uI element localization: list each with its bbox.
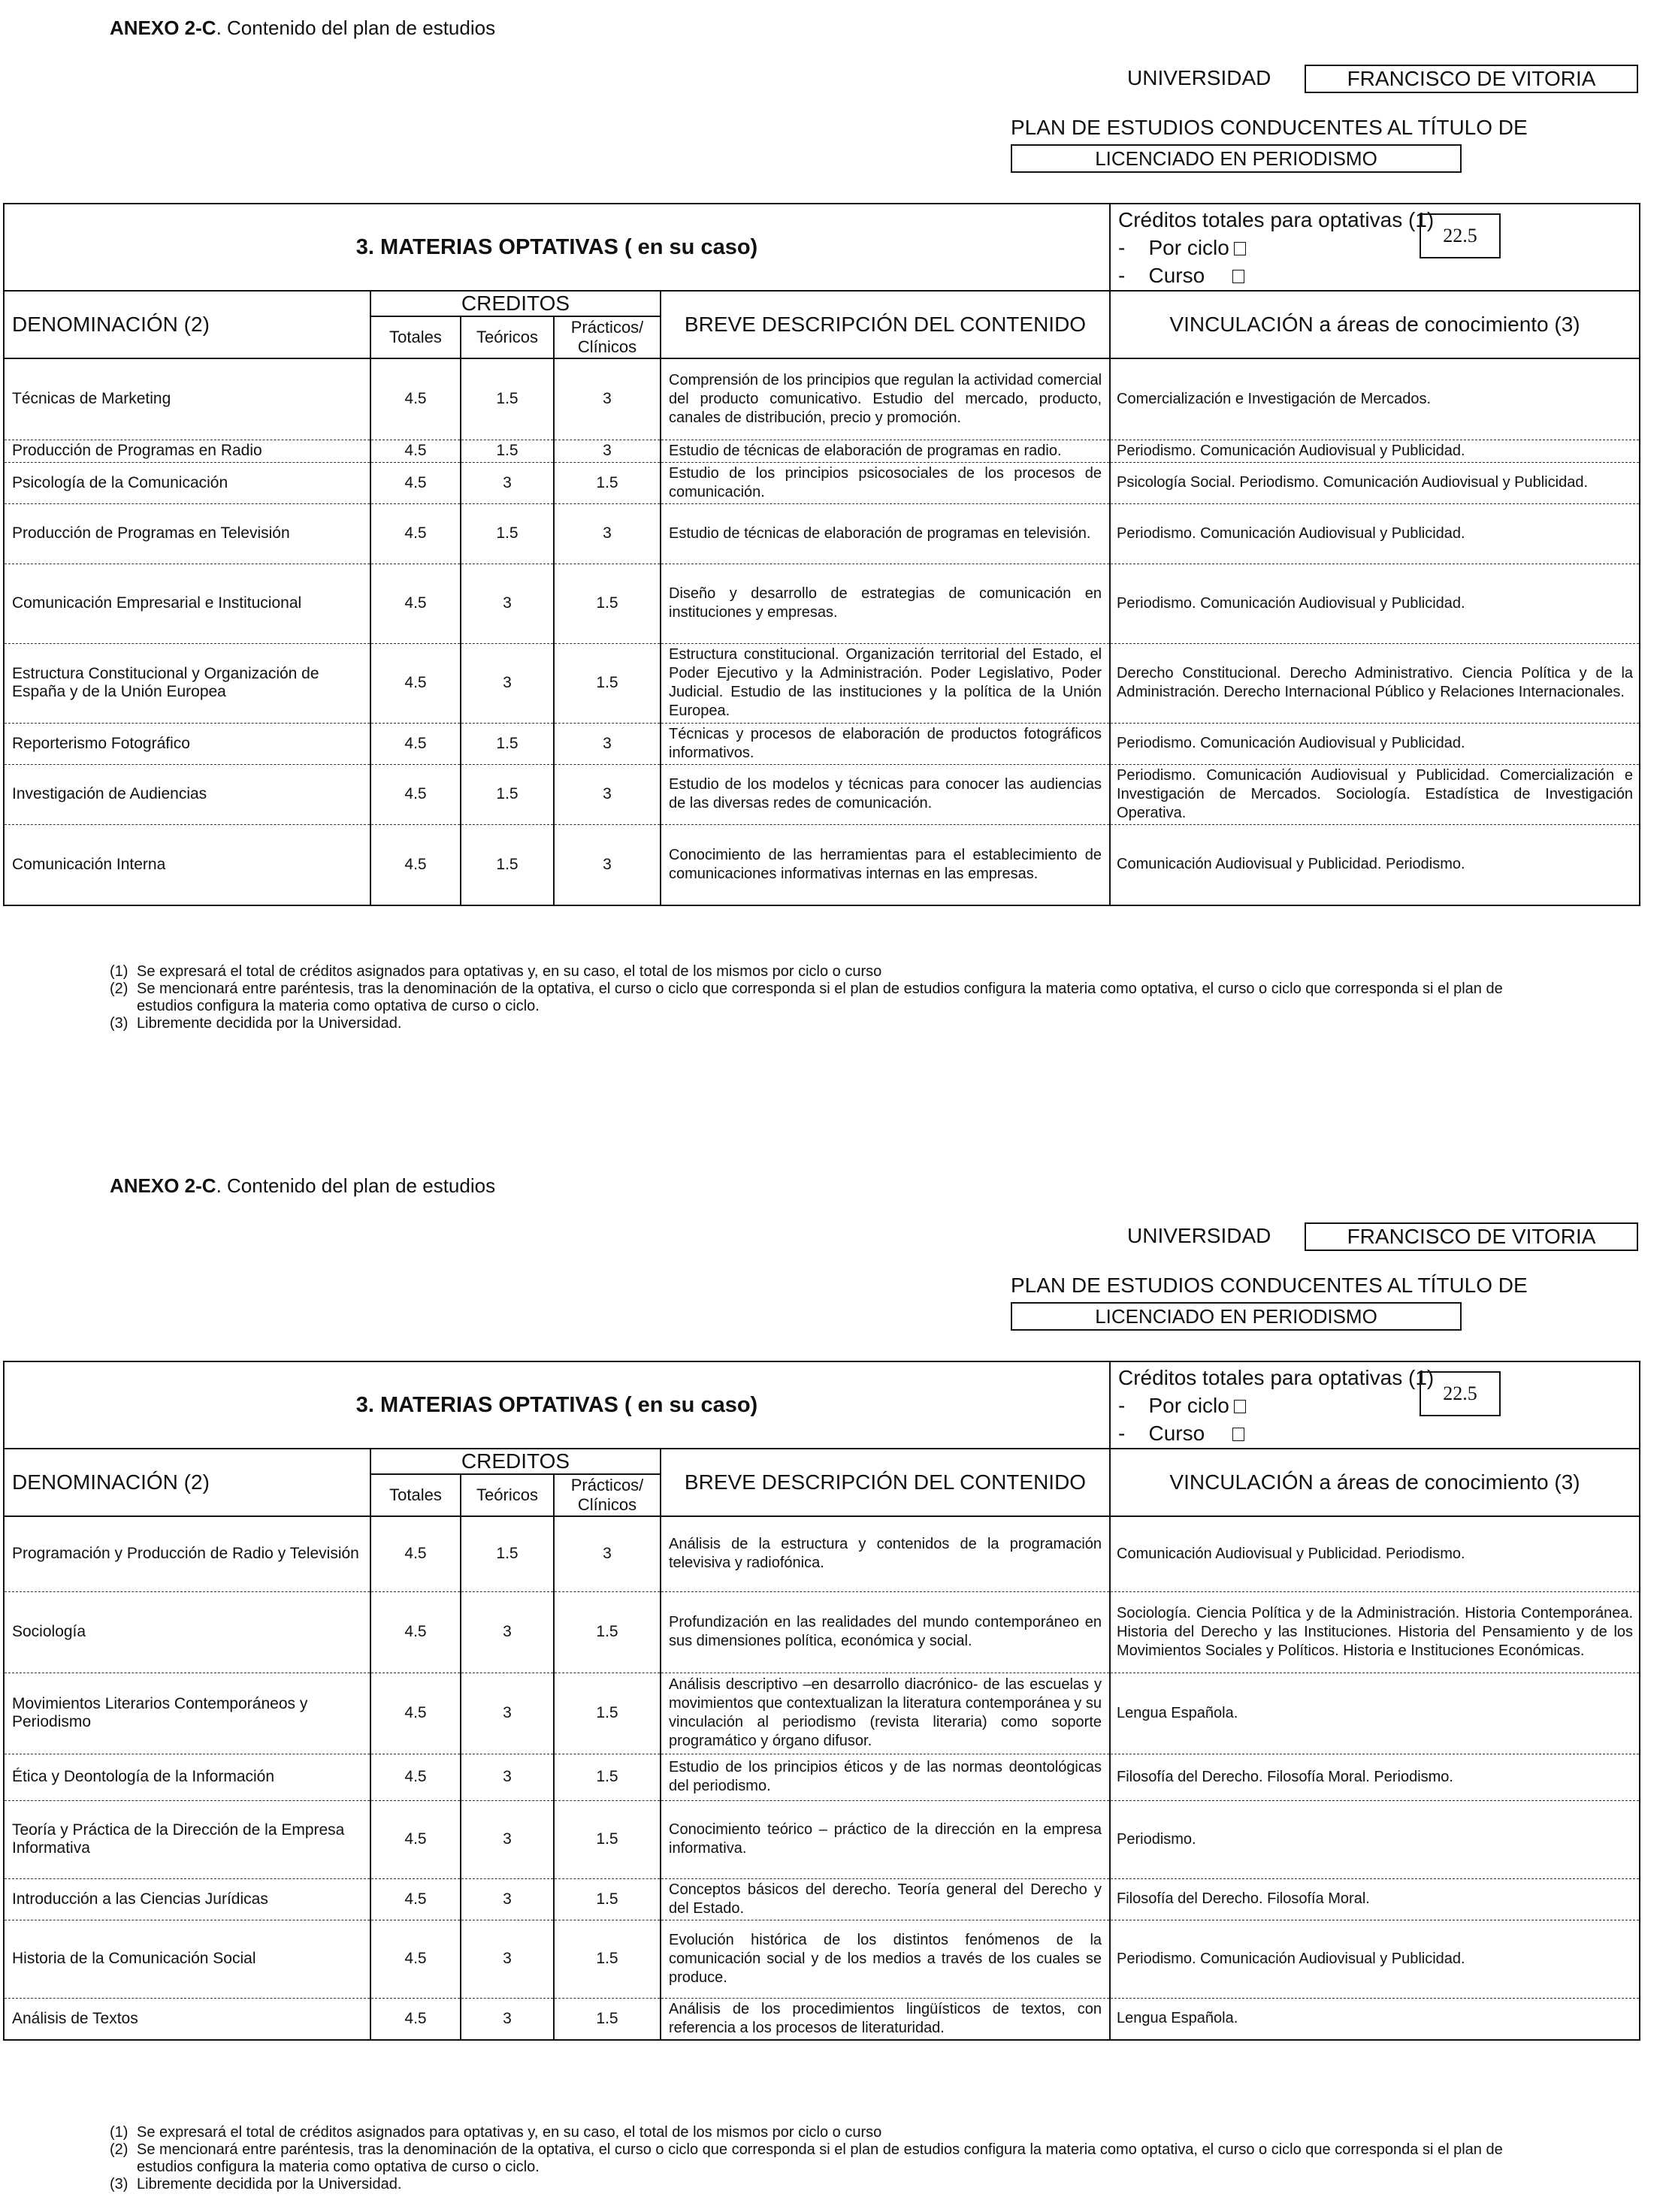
subject-vinculacion: Periodismo. Comunicación Audiovisual y Publicidad. Comercialización e Investigación de Mercados. Sociología. Estadística de Investigación Operativa.: [1110, 764, 1640, 824]
subject-name: Análisis de Textos: [4, 1998, 370, 2040]
subject-name: Comunicación Empresarial e Institucional: [4, 564, 370, 643]
subject-name: Producción de Programas en Radio: [4, 440, 370, 462]
subject-description: Estudio de técnicas de elaboración de programas en televisión.: [661, 503, 1110, 564]
universidad-label: UNIVERSIDAD: [1127, 1224, 1271, 1247]
creditos-practicos: 3: [554, 764, 661, 824]
creditos-totales: 4.5: [370, 764, 461, 824]
col-creditos: CREDITOS: [370, 291, 661, 316]
subject-vinculacion: Periodismo. Comunicación Audiovisual y Publicidad.: [1110, 723, 1640, 764]
subject-description: Análisis de los procedimientos lingüísticos de textos, con referencia a los procesos de literaturidad.: [661, 1998, 1110, 2040]
creditos-totales: 4.5: [370, 503, 461, 564]
creditos-totales-cell: Créditos totales para optativas (1) - Por ciclo - Curso 22.5: [1110, 1361, 1640, 1449]
subject-description: Conocimiento de las herramientas para el establecimiento de comunicaciones informativas internas en las empresas.: [661, 824, 1110, 905]
subject-name: Sociología: [4, 1591, 370, 1673]
creditos-totales-value: 22.5: [1420, 1371, 1501, 1416]
universidad-value-box: FRANCISCO DE VITORIA: [1305, 1222, 1638, 1251]
subject-vinculacion: Filosofía del Derecho. Filosofía Moral. Periodismo.: [1110, 1754, 1640, 1800]
subject-name: Ética y Deontología de la Información: [4, 1754, 370, 1800]
subject-description: Conocimiento teórico – práctico de la dirección en la empresa informativa.: [661, 1800, 1110, 1878]
plan-label: PLAN DE ESTUDIOS CONDUCENTES AL TÍTULO DE: [1011, 116, 1528, 139]
table-row: [4, 723, 1640, 764]
footnote-key: (3): [110, 1015, 129, 1032]
table-title: 3. MATERIAS OPTATIVAS ( en su caso): [4, 1361, 1110, 1449]
subject-name: Programación y Producción de Radio y Televisión: [4, 1516, 370, 1591]
creditos-teoricos: 3: [461, 1673, 554, 1754]
subject-vinculacion: Periodismo. Comunicación Audiovisual y Publicidad.: [1110, 1920, 1640, 1998]
creditos-totales: 4.5: [370, 1800, 461, 1878]
creditos-totales: 4.5: [370, 462, 461, 503]
curso-checkbox: [1232, 270, 1244, 283]
footnote-key: (1): [110, 2124, 129, 2141]
table-row: [4, 358, 1640, 440]
subject-description: Estudio de los principios éticos y de las normas deontológicas del periodismo.: [661, 1754, 1110, 1800]
table-row: [4, 1800, 1640, 1878]
subject-name: Historia de la Comunicación Social: [4, 1920, 370, 1998]
subject-name: Introducción a las Ciencias Jurídicas: [4, 1878, 370, 1920]
creditos-teoricos: 1.5: [461, 764, 554, 824]
table-row: [4, 1998, 1640, 2040]
subject-description: Análisis descriptivo –en desarrollo diacrónico- de las escuelas y movimientos que contextualizan la literatura contemporánea y su vinculación al periodismo (revista literaria) como soporte programático y órgano difusor.: [661, 1673, 1110, 1754]
creditos-practicos: 3: [554, 723, 661, 764]
table-row: [4, 1673, 1640, 1754]
table-row: [4, 1920, 1640, 1998]
footnote-key: (3): [110, 2176, 129, 2192]
creditos-teoricos: 3: [461, 1754, 554, 1800]
creditos-teoricos: 1.5: [461, 358, 554, 440]
creditos-totales: 4.5: [370, 1673, 461, 1754]
creditos-teoricos: 3: [461, 564, 554, 643]
subject-vinculacion: Periodismo. Comunicación Audiovisual y Publicidad.: [1110, 440, 1640, 462]
subject-vinculacion: Periodismo.: [1110, 1800, 1640, 1878]
subject-vinculacion: Psicología Social. Periodismo. Comunicación Audiovisual y Publicidad.: [1110, 462, 1640, 503]
table-row: [4, 643, 1640, 723]
subject-vinculacion: Lengua Española.: [1110, 1998, 1640, 2040]
creditos-totales: 4.5: [370, 1920, 461, 1998]
creditos-teoricos: 3: [461, 1800, 554, 1878]
subject-description: Conceptos básicos del derecho. Teoría general del Derecho y del Estado.: [661, 1878, 1110, 1920]
universidad-label: UNIVERSIDAD: [1127, 66, 1271, 89]
subject-description: Profundización en las realidades del mundo contemporáneo en sus dimensiones política, económica y social.: [661, 1591, 1110, 1673]
col-teoricos: Teóricos: [461, 316, 554, 358]
creditos-totales: 4.5: [370, 1516, 461, 1591]
subject-description: Estudio de técnicas de elaboración de programas en radio.: [661, 440, 1110, 462]
creditos-practicos: 1.5: [554, 1754, 661, 1800]
col-denominacion: DENOMINACIÓN (2): [4, 1449, 370, 1516]
table-row: [4, 440, 1640, 462]
subject-description: Comprensión de los principios que regulan la actividad comercial del producto comunicativo. Estudio del mercado, producto, canales de distribución, precio y promoción.: [661, 358, 1110, 440]
table-row: [4, 1754, 1640, 1800]
anexo-heading: ANEXO 2-C. Contenido del plan de estudios: [110, 17, 496, 39]
creditos-practicos: 1.5: [554, 1800, 661, 1878]
table-title: 3. MATERIAS OPTATIVAS ( en su caso): [4, 204, 1110, 291]
col-teoricos: Teóricos: [461, 1474, 554, 1516]
subject-description: Estudio de los principios psicosociales de los procesos de comunicación.: [661, 462, 1110, 503]
creditos-practicos: 3: [554, 503, 661, 564]
footnotes: [110, 963, 1550, 1032]
subject-vinculacion: Periodismo. Comunicación Audiovisual y Publicidad.: [1110, 564, 1640, 643]
creditos-totales: 4.5: [370, 564, 461, 643]
table-row: [4, 564, 1640, 643]
creditos-teoricos: 1.5: [461, 824, 554, 905]
subject-name: Teoría y Práctica de la Dirección de la Empresa Informativa: [4, 1800, 370, 1878]
por-ciclo-checkbox: [1234, 242, 1246, 255]
optativas-table: [3, 203, 1640, 906]
subject-description: Estudio de los modelos y técnicas para conocer las audiencias de las diversas redes de comunicación.: [661, 764, 1110, 824]
subject-name: Producción de Programas en Televisión: [4, 503, 370, 564]
creditos-totales: 4.5: [370, 824, 461, 905]
creditos-teoricos: 1.5: [461, 440, 554, 462]
table-row: [4, 1591, 1640, 1673]
subject-name: Movimientos Literarios Contemporáneos y Periodismo: [4, 1673, 370, 1754]
subject-vinculacion: Sociología. Ciencia Política y de la Administración. Historia Contemporánea. Historia del Derecho y las Instituciones. Historia del Pensamiento y de los Movimientos Sociales y Políticos. Historia e Instituciones Económicas.: [1110, 1591, 1640, 1673]
creditos-totales: 4.5: [370, 1591, 461, 1673]
col-denominacion: DENOMINACIÓN (2): [4, 291, 370, 358]
subject-name: Comunicación Interna: [4, 824, 370, 905]
creditos-practicos: 3: [554, 358, 661, 440]
table-row: [4, 462, 1640, 503]
universidad-value-box: FRANCISCO DE VITORIA: [1305, 65, 1638, 93]
subject-name: Investigación de Audiencias: [4, 764, 370, 824]
plan-value-box: LICENCIADO EN PERIODISMO: [1011, 1302, 1462, 1331]
subject-description: Diseño y desarrollo de estrategias de comunicación en instituciones y empresas.: [661, 564, 1110, 643]
creditos-totales-cell: Créditos totales para optativas (1) - Por ciclo - Curso 22.5: [1110, 204, 1640, 291]
footnote-text: Libremente decidida por la Universidad.: [137, 2176, 402, 2192]
por-ciclo-label: Por ciclo: [1148, 235, 1229, 259]
plan-label: PLAN DE ESTUDIOS CONDUCENTES AL TÍTULO DE: [1011, 1274, 1528, 1297]
subject-vinculacion: Periodismo. Comunicación Audiovisual y Publicidad.: [1110, 503, 1640, 564]
subject-description: Análisis de la estructura y contenidos de la programación televisiva y radiofónica.: [661, 1516, 1110, 1591]
creditos-totales: 4.5: [370, 440, 461, 462]
optativas-table: [3, 1361, 1640, 2041]
creditos-teoricos: 3: [461, 1998, 554, 2040]
creditos-totales-value: 22.5: [1420, 213, 1501, 258]
footnote-text: Libremente decidida por la Universidad.: [137, 1015, 402, 1032]
creditos-practicos: 1.5: [554, 1673, 661, 1754]
footnote: [110, 2141, 1550, 2176]
col-practicos: Prácticos/ Clínicos: [554, 1474, 661, 1516]
col-totales: Totales: [370, 1474, 461, 1516]
table-row: [4, 503, 1640, 564]
col-vinculacion: VINCULACIÓN a áreas de conocimiento (3): [1110, 1449, 1640, 1516]
col-vinculacion: VINCULACIÓN a áreas de conocimiento (3): [1110, 291, 1640, 358]
subject-vinculacion: Filosofía del Derecho. Filosofía Moral.: [1110, 1878, 1640, 1920]
table-row: [4, 764, 1640, 824]
por-ciclo-label: Por ciclo: [1148, 1393, 1229, 1417]
creditos-practicos: 1.5: [554, 1998, 661, 2040]
creditos-teoricos: 1.5: [461, 723, 554, 764]
footnote-text: Se mencionará entre paréntesis, tras la denominación de la optativa, el curso o ciclo que corresponda si el plan de estudios configura la materia como optativa, el curso o ciclo que corresponda si el plan de estudios configura la materia como optativa de curso o ciclo.: [137, 981, 1503, 1014]
anexo-heading: ANEXO 2-C. Contenido del plan de estudios: [110, 1174, 496, 1197]
creditos-totales-label: Créditos totales para optativas (1): [1118, 1365, 1435, 1389]
footnote: [110, 2124, 1550, 2141]
curso-label: Curso: [1148, 1421, 1205, 1445]
footnote-key: (2): [110, 2141, 129, 2158]
subject-description: Evolución histórica de los distintos fenómenos de la comunicación social y de los medios a través de los cuales se produce.: [661, 1920, 1110, 1998]
creditos-totales: 4.5: [370, 723, 461, 764]
curso-checkbox: [1232, 1428, 1244, 1441]
creditos-teoricos: 3: [461, 462, 554, 503]
footnote-text: Se expresará el total de créditos asignados para optativas y, en su caso, el total de los mismos por ciclo o curso: [137, 2124, 882, 2141]
creditos-practicos: 1.5: [554, 1920, 661, 1998]
creditos-totales: 4.5: [370, 1878, 461, 1920]
footnote-text: Se mencionará entre paréntesis, tras la denominación de la optativa, el curso o ciclo que corresponda si el plan de estudios configura la materia como optativa, el curso o ciclo que corresponda si el plan de estudios configura la materia como optativa de curso o ciclo.: [137, 2141, 1503, 2175]
subject-name: Técnicas de Marketing: [4, 358, 370, 440]
footnote-text: Se expresará el total de créditos asignados para optativas y, en su caso, el total de los mismos por ciclo o curso: [137, 963, 882, 980]
subject-description: Estructura constitucional. Organización territorial del Estado, el Poder Ejecutivo y la Administración. Poder Legislativo, Poder Judicial. Estudio de las instituciones y la política de la Unión Europea.: [661, 643, 1110, 723]
table-row: [4, 1878, 1640, 1920]
footnote: [110, 1015, 1550, 1032]
creditos-practicos: 1.5: [554, 1591, 661, 1673]
creditos-practicos: 1.5: [554, 643, 661, 723]
col-descripcion: BREVE DESCRIPCIÓN DEL CONTENIDO: [661, 291, 1110, 358]
creditos-teoricos: 3: [461, 1920, 554, 1998]
creditos-totales: 4.5: [370, 1998, 461, 2040]
creditos-totales: 4.5: [370, 1754, 461, 1800]
subject-name: Reporterismo Fotográfico: [4, 723, 370, 764]
creditos-practicos: 3: [554, 440, 661, 462]
col-practicos: Prácticos/ Clínicos: [554, 316, 661, 358]
creditos-practicos: 3: [554, 1516, 661, 1591]
footnote-key: (1): [110, 963, 129, 980]
creditos-practicos: 3: [554, 824, 661, 905]
creditos-teoricos: 1.5: [461, 503, 554, 564]
subject-vinculacion: Lengua Española.: [1110, 1673, 1640, 1754]
footnote: [110, 963, 1550, 981]
creditos-teoricos: 3: [461, 1878, 554, 1920]
curso-label: Curso: [1148, 263, 1205, 287]
col-descripcion: BREVE DESCRIPCIÓN DEL CONTENIDO: [661, 1449, 1110, 1516]
footnote-key: (2): [110, 981, 129, 997]
creditos-totales-label: Créditos totales para optativas (1): [1118, 207, 1435, 231]
table-row: [4, 824, 1640, 905]
creditos-totales: 4.5: [370, 358, 461, 440]
creditos-practicos: 1.5: [554, 1878, 661, 1920]
subject-vinculacion: Derecho Constitucional. Derecho Administrativo. Ciencia Política y de la Administración. Derecho Internacional Público y Relaciones Internacionales.: [1110, 643, 1640, 723]
creditos-teoricos: 3: [461, 643, 554, 723]
plan-value-box: LICENCIADO EN PERIODISMO: [1011, 144, 1462, 173]
creditos-teoricos: 3: [461, 1591, 554, 1673]
creditos-practicos: 1.5: [554, 564, 661, 643]
footnote: [110, 2176, 1550, 2193]
subject-vinculacion: Comunicación Audiovisual y Publicidad. Periodismo.: [1110, 1516, 1640, 1591]
footnotes: [110, 2124, 1550, 2193]
col-totales: Totales: [370, 316, 461, 358]
col-creditos: CREDITOS: [370, 1449, 661, 1474]
subject-vinculacion: Comercialización e Investigación de Mercados.: [1110, 358, 1640, 440]
table-row: [4, 1516, 1640, 1591]
creditos-totales: 4.5: [370, 643, 461, 723]
footnote: [110, 981, 1550, 1015]
subject-vinculacion: Comunicación Audiovisual y Publicidad. Periodismo.: [1110, 824, 1640, 905]
subject-name: Estructura Constitucional y Organización de España y de la Unión Europea: [4, 643, 370, 723]
subject-description: Técnicas y procesos de elaboración de productos fotográficos informativos.: [661, 723, 1110, 764]
creditos-teoricos: 1.5: [461, 1516, 554, 1591]
creditos-practicos: 1.5: [554, 462, 661, 503]
por-ciclo-checkbox: [1234, 1400, 1246, 1413]
subject-name: Psicología de la Comunicación: [4, 462, 370, 503]
